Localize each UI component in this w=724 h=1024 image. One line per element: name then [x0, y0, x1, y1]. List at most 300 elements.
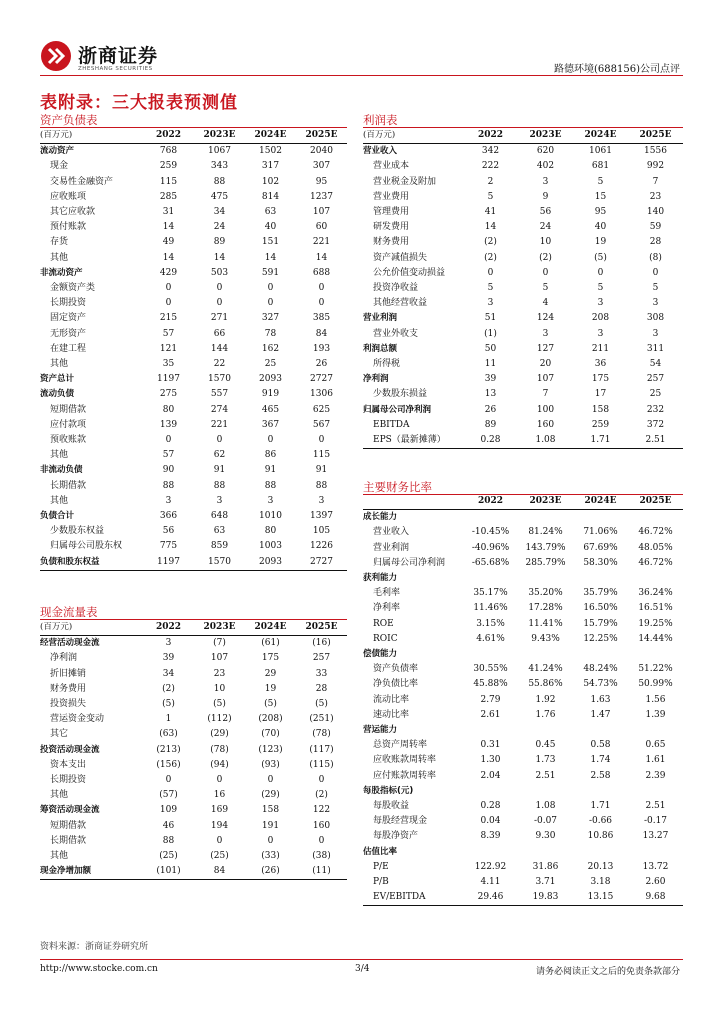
- cell-value: 31: [162, 207, 175, 218]
- table-row: [40, 773, 347, 788]
- table-row: [40, 727, 347, 742]
- cell-value: 274: [210, 404, 229, 415]
- row-label: 利润总额: [363, 343, 398, 354]
- cell-value: 1397: [310, 511, 333, 522]
- table-row: [363, 296, 683, 311]
- table-row: [40, 864, 347, 880]
- row-label: 每股净资产: [373, 831, 419, 842]
- cell-value: 0: [597, 267, 604, 278]
- cell-value: 768: [159, 146, 178, 157]
- cell-value: -10.45%: [471, 527, 510, 538]
- cell-value: 0: [267, 775, 274, 786]
- cell-value: 34: [162, 668, 175, 679]
- cell-value: 13: [484, 389, 497, 400]
- cell-value: 48.24%: [583, 664, 618, 675]
- cell-value: 5: [597, 283, 604, 294]
- row-label: 预收账款: [50, 435, 87, 446]
- cell-value: 16.51%: [638, 603, 673, 614]
- cell-value: 1.30: [480, 755, 501, 766]
- cell-value: 0: [267, 283, 274, 294]
- cell-value: (16): [312, 638, 331, 649]
- income-statement-table: [363, 128, 683, 449]
- row-label: 估值比率: [363, 846, 398, 857]
- cell-value: 13.15: [587, 892, 614, 903]
- row-label: P/E: [373, 861, 389, 872]
- cell-value: 31.86: [532, 861, 559, 872]
- cell-value: 88: [315, 480, 328, 491]
- cell-value: 56: [162, 526, 175, 537]
- cell-value: 39: [162, 653, 175, 664]
- cell-value: 5: [487, 191, 494, 202]
- cell-value: 992: [646, 161, 665, 172]
- cell-value: (11): [312, 866, 331, 877]
- cell-value: 2.39: [645, 770, 666, 781]
- row-label: 无形资产: [50, 328, 87, 339]
- cell-value: 0: [318, 435, 325, 446]
- row-label: EBITDA: [373, 419, 410, 430]
- row-label: 资产负债率: [373, 664, 419, 675]
- cell-value: 0.58: [590, 740, 611, 751]
- cell-value: 88: [162, 835, 175, 846]
- cell-value: 71.06%: [583, 527, 618, 538]
- row-label: 所得税: [373, 359, 401, 370]
- cell-value: 9: [542, 191, 549, 202]
- cell-value: (5): [315, 699, 328, 710]
- table-row: [40, 758, 347, 773]
- cell-value: [628, 784, 683, 799]
- cell-value: 23: [649, 191, 662, 202]
- cell-value: 14: [213, 252, 226, 263]
- cell-value: (29): [210, 729, 229, 740]
- cell-value: 275: [159, 389, 178, 400]
- table-row: [363, 662, 683, 677]
- row-label: 营业收入: [373, 527, 410, 538]
- cell-value: [463, 571, 518, 586]
- row-label: 归属母公司净利润: [363, 404, 432, 415]
- cell-value: 20: [539, 359, 552, 370]
- income-statement-title: 利润表: [363, 113, 398, 127]
- table-header-row: [40, 620, 347, 636]
- cell-value: 0.65: [645, 740, 666, 751]
- cell-value: 35: [162, 359, 175, 370]
- cell-value: (213): [156, 744, 181, 755]
- cell-value: 81.24%: [528, 527, 563, 538]
- cell-value: 162: [261, 343, 280, 354]
- table-row: [363, 144, 683, 160]
- cell-value: 307: [312, 161, 331, 172]
- cell-value: 0: [487, 267, 494, 278]
- cell-value: 14: [315, 252, 328, 263]
- cell-value: (2): [539, 252, 552, 263]
- cell-value: 1: [165, 714, 172, 725]
- cell-value: 67.69%: [583, 542, 618, 553]
- cell-value: -0.66: [588, 816, 613, 827]
- year-header: 2024E: [584, 496, 617, 506]
- cell-value: 429: [159, 267, 178, 278]
- row-label: 固定资产: [50, 313, 87, 324]
- cell-value: 0: [165, 435, 172, 446]
- cell-value: 40: [594, 222, 607, 233]
- table-row: [40, 682, 347, 697]
- cell-value: 0: [165, 283, 172, 294]
- cell-value: (208): [258, 714, 283, 725]
- year-header: 2022: [155, 130, 182, 140]
- table-row: [363, 784, 683, 799]
- footer-url[interactable]: http://www.stocke.com.cn: [40, 964, 158, 974]
- cell-value: (101): [156, 866, 181, 877]
- table-row: [363, 342, 683, 357]
- cell-value: 0.04: [480, 816, 501, 827]
- cell-value: 2.61: [480, 709, 501, 720]
- cell-value: 15.79%: [583, 618, 618, 629]
- row-label: ROIC: [373, 633, 398, 644]
- cell-value: 5: [652, 283, 659, 294]
- cell-value: [573, 845, 628, 860]
- cell-value: 35.17%: [473, 588, 508, 599]
- cell-value: 1.63: [590, 694, 611, 705]
- cell-value: (8): [649, 252, 662, 263]
- cell-value: [628, 723, 683, 738]
- cell-value: 0: [318, 835, 325, 846]
- cell-value: 19.83: [532, 892, 559, 903]
- row-label: 营业费用: [373, 191, 410, 202]
- cell-value: 175: [261, 653, 280, 664]
- cell-value: [573, 571, 628, 586]
- row-label: 应收账项: [50, 191, 87, 202]
- row-label: 资本支出: [50, 759, 87, 770]
- cell-value: 503: [210, 267, 229, 278]
- cell-value: 0: [267, 835, 274, 846]
- cell-value: 1570: [208, 374, 231, 385]
- cell-value: 625: [312, 404, 331, 415]
- row-label: 其他: [50, 495, 69, 506]
- table-row: [363, 814, 683, 829]
- table-row: [40, 281, 347, 296]
- cell-value: (123): [258, 744, 283, 755]
- cell-value: (115): [309, 759, 334, 770]
- cell-value: 367: [261, 419, 280, 430]
- row-label: 应付账款周转率: [373, 770, 437, 781]
- cell-value: 2093: [259, 556, 282, 567]
- row-label: 研发费用: [373, 222, 410, 233]
- cell-value: 51: [484, 313, 497, 324]
- cell-value: 62: [213, 450, 226, 461]
- table-row: [363, 693, 683, 708]
- cell-value: 7: [652, 176, 659, 187]
- cell-value: 88: [264, 480, 277, 491]
- cell-value: 1.71: [590, 801, 611, 812]
- table-header-row: [363, 494, 683, 510]
- table-row: [363, 632, 683, 647]
- cell-value: 342: [481, 146, 500, 157]
- cell-value: 2.60: [645, 877, 666, 888]
- row-label: 资产减值损失: [373, 252, 428, 263]
- cell-value: 567: [312, 419, 331, 430]
- cell-value: 122: [312, 805, 331, 816]
- cell-value: 3: [216, 495, 223, 506]
- cell-value: 91: [213, 465, 226, 476]
- table-row: [363, 327, 683, 342]
- cell-value: [628, 571, 683, 586]
- table-row: [363, 159, 683, 174]
- row-label: 长期借款: [50, 480, 87, 491]
- cell-value: 3.15%: [476, 618, 505, 629]
- cell-value: 317: [261, 161, 280, 172]
- cell-value: [628, 647, 683, 662]
- cell-value: 0: [652, 267, 659, 278]
- cell-value: 1.61: [645, 755, 666, 766]
- table-row: [40, 159, 347, 174]
- table-row: [40, 788, 347, 803]
- cell-value: 175: [591, 374, 610, 385]
- cell-value: 78: [264, 328, 277, 339]
- row-label: 净利润: [50, 653, 78, 664]
- table-row: [40, 175, 347, 190]
- cell-value: 688: [312, 267, 331, 278]
- cell-value: (2): [315, 790, 328, 801]
- cell-value: 115: [159, 176, 178, 187]
- row-label: EV/EBITDA: [373, 892, 426, 903]
- cell-value: (33): [261, 851, 280, 862]
- cell-value: (78): [312, 729, 331, 740]
- cell-value: (5): [264, 699, 277, 710]
- cell-value: 19.25%: [638, 618, 673, 629]
- cell-value: 26: [315, 359, 328, 370]
- cell-value: [628, 510, 683, 526]
- row-label: 预付账款: [50, 222, 87, 233]
- cell-value: (5): [213, 699, 226, 710]
- cell-value: 0: [542, 267, 549, 278]
- table-row: [363, 708, 683, 723]
- cell-value: 107: [536, 374, 555, 385]
- row-label: 总资产周转率: [373, 740, 428, 751]
- cell-value: 1.08: [535, 435, 556, 446]
- table-row: [363, 190, 683, 205]
- cell-value: 208: [591, 313, 610, 324]
- cell-value: 2.51: [535, 770, 556, 781]
- unit-label: (百万元): [40, 622, 73, 632]
- cell-value: 4.11: [480, 877, 501, 888]
- row-label: 归属母公司股东权: [50, 541, 123, 552]
- cell-value: (7): [213, 638, 226, 649]
- cell-value: 0: [318, 283, 325, 294]
- cell-value: 775: [159, 541, 178, 552]
- row-label: 流动负债: [40, 389, 75, 400]
- year-header: 2023E: [529, 130, 562, 140]
- table-row: [40, 296, 347, 311]
- row-label: 其他: [50, 252, 69, 263]
- cell-value: -40.96%: [471, 542, 510, 553]
- cell-value: 16: [213, 790, 226, 801]
- cell-value: 13.72: [642, 861, 669, 872]
- cell-value: (63): [159, 729, 178, 740]
- table-row: [363, 571, 683, 586]
- brand-logo: [40, 40, 158, 76]
- cell-value: 2.79: [480, 694, 501, 705]
- cell-value: 12.25%: [583, 633, 618, 644]
- zheshang-logo-icon: [40, 40, 72, 72]
- row-label: 财务费用: [373, 237, 410, 248]
- cell-value: 127: [536, 343, 555, 354]
- row-label: 长期投资: [50, 298, 87, 309]
- cell-value: 33: [315, 668, 328, 679]
- cell-value: 19: [264, 683, 277, 694]
- cell-value: (5): [594, 252, 607, 263]
- cell-value: (25): [159, 851, 178, 862]
- cell-value: 19: [594, 237, 607, 248]
- cell-value: 1.71: [590, 435, 611, 446]
- cell-value: 16.50%: [583, 603, 618, 614]
- cell-value: 3: [652, 328, 659, 339]
- table-row: [40, 651, 347, 666]
- table-row: [40, 205, 347, 220]
- cell-value: 14: [162, 252, 175, 263]
- table-row: [363, 875, 683, 890]
- table-row: [363, 799, 683, 814]
- cell-value: (2): [484, 237, 497, 248]
- cell-value: 385: [312, 313, 331, 324]
- row-label: 折旧摊销: [50, 668, 87, 679]
- row-label: 归属母公司净利润: [373, 557, 446, 568]
- cell-value: 84: [213, 866, 226, 877]
- cell-value: 25: [649, 389, 662, 400]
- cell-value: 0: [216, 775, 223, 786]
- cell-value: 22: [213, 359, 226, 370]
- row-label: 毛利率: [373, 588, 401, 599]
- year-header: 2025E: [639, 496, 672, 506]
- cell-value: -65.68%: [471, 557, 510, 568]
- row-label: 短期借款: [50, 404, 87, 415]
- cell-value: 0: [318, 775, 325, 786]
- table-row: [363, 387, 683, 402]
- balance-sheet-table: [40, 128, 347, 571]
- cell-value: 0: [216, 835, 223, 846]
- cell-value: 10: [539, 237, 552, 248]
- cell-value: 63: [264, 207, 277, 218]
- row-label: 资产总计: [40, 374, 75, 385]
- cell-value: 1226: [310, 541, 333, 552]
- row-label: 投资活动现金流: [40, 744, 100, 755]
- table-row: [363, 890, 683, 906]
- table-row: [40, 266, 347, 281]
- cell-value: 36.24%: [638, 588, 673, 599]
- table-row: [40, 849, 347, 864]
- cell-value: 3: [267, 495, 274, 506]
- table-row: [40, 636, 347, 652]
- cell-value: 221: [312, 237, 331, 248]
- cell-value: 311: [646, 343, 665, 354]
- table-row: [40, 555, 347, 571]
- cell-value: 366: [159, 511, 178, 522]
- row-label: 负债和股东权益: [40, 556, 100, 567]
- cell-value: 3: [487, 298, 494, 309]
- cash-flow-title: 现金流量表: [40, 605, 98, 619]
- cell-value: 1.47: [590, 709, 611, 720]
- table-row: [363, 586, 683, 601]
- cell-value: 29.46: [477, 892, 504, 903]
- row-label: 非流动资产: [40, 267, 83, 278]
- cell-value: 4: [542, 298, 549, 309]
- cell-value: [518, 510, 573, 526]
- cell-value: (25): [210, 851, 229, 862]
- cell-value: (26): [261, 866, 280, 877]
- year-header: 2022: [155, 622, 182, 632]
- cell-value: 0.31: [480, 740, 501, 751]
- cell-value: 3: [652, 298, 659, 309]
- cell-value: [518, 571, 573, 586]
- cell-value: 402: [536, 161, 555, 172]
- cell-value: 1306: [310, 389, 333, 400]
- table-row: [363, 311, 683, 326]
- cell-value: 56: [539, 207, 552, 218]
- cell-value: 66: [213, 328, 226, 339]
- cell-value: 30.55%: [473, 664, 508, 675]
- row-label: 净利率: [373, 603, 401, 614]
- cell-value: (57): [159, 790, 178, 801]
- table-row: [363, 617, 683, 632]
- year-header: 2025E: [305, 130, 338, 140]
- cell-value: 1003: [259, 541, 282, 552]
- row-label: 营运能力: [363, 725, 398, 736]
- cell-value: 221: [210, 419, 229, 430]
- cell-value: 1502: [259, 146, 282, 157]
- cell-value: 41: [484, 207, 497, 218]
- cell-value: 23: [213, 668, 226, 679]
- cell-value: 35.79%: [583, 588, 618, 599]
- cell-value: 11: [484, 359, 497, 370]
- cell-value: 2.51: [645, 435, 666, 446]
- cell-value: 54: [649, 359, 662, 370]
- cell-value: (156): [156, 759, 181, 770]
- cell-value: 0.45: [535, 740, 556, 751]
- row-label: 每股指标(元): [363, 785, 414, 796]
- cell-value: 51.22%: [638, 664, 673, 675]
- cell-value: 2093: [259, 374, 282, 385]
- cell-value: 7: [542, 389, 549, 400]
- cell-value: 91: [264, 465, 277, 476]
- cell-value: 169: [210, 805, 229, 816]
- row-label: 非流动负债: [40, 465, 83, 476]
- ratios-title: 主要财务比率: [363, 480, 432, 494]
- table-row: [363, 372, 683, 387]
- source-note: 资料来源：浙商证券研究所: [40, 942, 149, 952]
- cell-value: 2.58: [590, 770, 611, 781]
- cell-value: 14.44%: [638, 633, 673, 644]
- table-row: [363, 510, 683, 526]
- cell-value: 257: [312, 653, 331, 664]
- table-row: [40, 144, 347, 160]
- cell-value: (29): [261, 790, 280, 801]
- cell-value: 11.46%: [473, 603, 508, 614]
- cell-value: 194: [210, 820, 229, 831]
- cell-value: 271: [210, 313, 229, 324]
- cell-value: 95: [315, 176, 328, 187]
- unit-label: (百万元): [40, 130, 73, 140]
- table-row: [40, 494, 347, 509]
- year-header: 2024E: [254, 622, 287, 632]
- cell-value: 1.56: [645, 694, 666, 705]
- cell-value: 28: [649, 237, 662, 248]
- report-title: 路德环境(688156)公司点评: [554, 64, 680, 75]
- cell-value: 475: [210, 191, 229, 202]
- cell-value: 193: [312, 343, 331, 354]
- cell-value: 60: [315, 222, 328, 233]
- cash-flow-table: [40, 620, 347, 880]
- table-row: [363, 769, 683, 784]
- cell-value: 3: [542, 176, 549, 187]
- cell-value: [463, 723, 518, 738]
- cell-value: (1): [484, 328, 497, 339]
